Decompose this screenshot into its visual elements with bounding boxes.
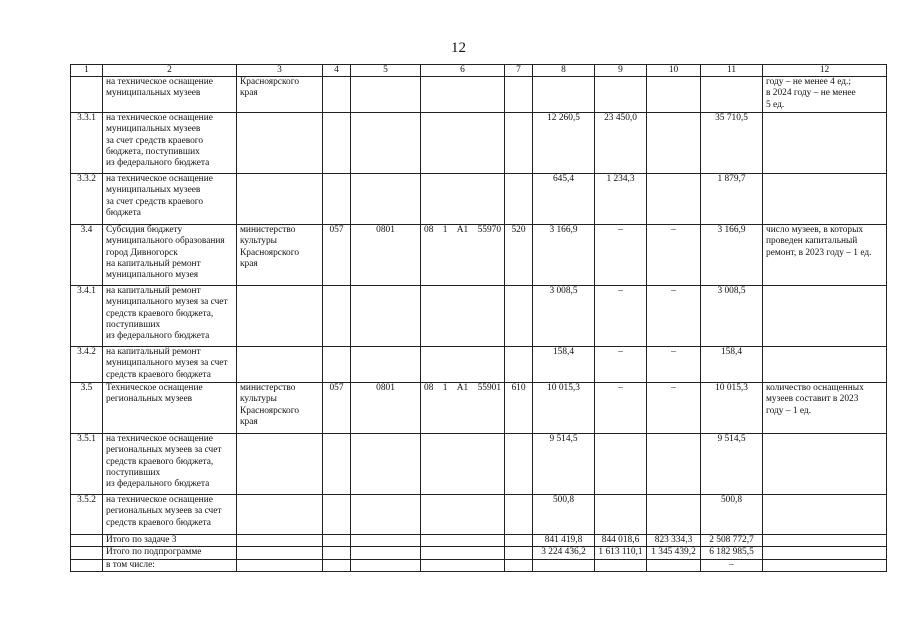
kcsr-part: 55901 xyxy=(477,383,501,394)
row-number-cell xyxy=(71,547,103,559)
amount-2025-cell xyxy=(647,495,701,535)
table-row xyxy=(71,547,887,559)
amount-2023-cell: 9 514,5 xyxy=(533,434,595,495)
amount-total-cell xyxy=(701,77,763,113)
amount-total-cell: 10 015,3 xyxy=(701,383,763,434)
amount-2024-cell: – xyxy=(595,383,647,434)
expected-result-cell: число музеев, в которых проведен капитальный ремонт, в 2023 году – 1 ед. xyxy=(763,225,887,286)
grbs-code-cell xyxy=(323,495,351,535)
row-number-cell xyxy=(71,535,103,547)
kcsr-code-cell xyxy=(421,225,505,286)
table-row xyxy=(71,174,887,225)
amount-2024-cell xyxy=(595,434,647,495)
expected-result-cell xyxy=(763,347,887,383)
executor-cell: Красноярского края xyxy=(237,77,323,113)
row-name-cell: на техническое оснащение региональных музеев за счет средств краевого бюджета xyxy=(103,495,237,535)
amount-2023-cell: 3 008,5 xyxy=(533,286,595,347)
amount-2025-cell: – xyxy=(647,347,701,383)
amount-2024-cell: 23 450,0 xyxy=(595,113,647,174)
amount-2023-cell: 841 419,8 xyxy=(533,535,595,547)
table-row xyxy=(71,535,887,547)
kcsr-code-cell xyxy=(421,495,505,535)
expected-result-cell: году – не менее 4 ед.; в 2024 году – не менее 5 ед. xyxy=(763,77,887,113)
expected-result-cell xyxy=(763,559,887,571)
kcsr-code-cell xyxy=(421,174,505,225)
amount-2025-cell xyxy=(647,113,701,174)
table-row xyxy=(71,383,887,434)
vr-code-cell xyxy=(505,113,533,174)
section-code-cell xyxy=(351,434,421,495)
vr-code-cell: 610 xyxy=(505,383,533,434)
header-cell: 5 xyxy=(351,65,421,77)
vr-code-cell xyxy=(505,547,533,559)
vr-code-cell: 520 xyxy=(505,225,533,286)
amount-2023-cell: 3 166,9 xyxy=(533,225,595,286)
amount-total-cell: 6 182 985,5 xyxy=(701,547,763,559)
table-row xyxy=(71,347,887,383)
amount-total-cell: 35 710,5 xyxy=(701,113,763,174)
executor-cell xyxy=(237,286,323,347)
row-number-cell xyxy=(71,77,103,113)
kcsr-code-cell xyxy=(421,286,505,347)
amount-total-cell: 9 514,5 xyxy=(701,434,763,495)
row-name-cell: в том числе: xyxy=(103,559,237,571)
row-number-cell xyxy=(71,559,103,571)
row-name-cell: на капитальный ремонт муниципального музея за счет средств краевого бюджета xyxy=(103,347,237,383)
amount-2023-cell: 3 224 436,2 xyxy=(533,547,595,559)
expected-result-cell xyxy=(763,113,887,174)
table-row xyxy=(71,286,887,347)
expected-result-cell xyxy=(763,495,887,535)
amount-2023-cell: 12 260,5 xyxy=(533,113,595,174)
amount-2024-cell: – xyxy=(595,347,647,383)
header-cell: 3 xyxy=(237,65,323,77)
row-name-cell: Итого по подпрограмме xyxy=(103,547,237,559)
grbs-code-cell xyxy=(323,559,351,571)
header-cell: 12 xyxy=(763,65,887,77)
table-row xyxy=(71,225,887,286)
amount-2025-cell xyxy=(647,434,701,495)
section-code-cell xyxy=(351,347,421,383)
kcsr-part: 1 xyxy=(442,383,448,394)
kcsr-part: A1 xyxy=(456,225,469,236)
vr-code-cell xyxy=(505,77,533,113)
vr-code-cell xyxy=(505,286,533,347)
grbs-code-cell xyxy=(323,347,351,383)
amount-2025-cell: 1 345 439,2 xyxy=(647,547,701,559)
expected-result-cell xyxy=(763,547,887,559)
section-code-cell xyxy=(351,559,421,571)
header-cell: 8 xyxy=(533,65,595,77)
section-code-cell xyxy=(351,286,421,347)
amount-2024-cell: – xyxy=(595,225,647,286)
grbs-code-cell xyxy=(323,286,351,347)
grbs-code-cell: 057 xyxy=(323,225,351,286)
amount-2024-cell: 1 613 110,1 xyxy=(595,547,647,559)
table-row xyxy=(71,495,887,535)
section-code-cell xyxy=(351,535,421,547)
section-code-cell xyxy=(351,547,421,559)
amount-2025-cell xyxy=(647,559,701,571)
amount-2024-cell xyxy=(595,495,647,535)
executor-cell xyxy=(237,434,323,495)
kcsr-code-cell xyxy=(421,383,505,434)
section-code-cell xyxy=(351,77,421,113)
amount-2025-cell xyxy=(647,77,701,113)
executor-cell: министерство культуры Красноярского края xyxy=(237,225,323,286)
row-number-cell: 3.4.1 xyxy=(71,286,103,347)
vr-code-cell xyxy=(505,174,533,225)
grbs-code-cell xyxy=(323,547,351,559)
budget-table xyxy=(70,64,887,572)
amount-2025-cell: 823 334,3 xyxy=(647,535,701,547)
kcsr-part: 08 xyxy=(424,383,434,394)
section-code-cell: 0801 xyxy=(351,225,421,286)
executor-cell xyxy=(237,113,323,174)
grbs-code-cell xyxy=(323,77,351,113)
row-number-cell: 3.5.2 xyxy=(71,495,103,535)
section-code-cell: 0801 xyxy=(351,383,421,434)
amount-2024-cell: 844 018,6 xyxy=(595,535,647,547)
row-name-cell: на техническое оснащение муниципальных музеев за счет средств краевого бюджета xyxy=(103,174,237,225)
kcsr-code-cell xyxy=(421,559,505,571)
vr-code-cell xyxy=(505,347,533,383)
header-cell: 1 xyxy=(71,65,103,77)
amount-2023-cell xyxy=(533,559,595,571)
executor-cell xyxy=(237,559,323,571)
section-code-cell xyxy=(351,174,421,225)
row-name-cell: на капитальный ремонт муниципального музея за счет средств краевого бюджета, поступивших из федерального бюджета xyxy=(103,286,237,347)
amount-2025-cell: – xyxy=(647,286,701,347)
row-number-cell: 3.4 xyxy=(71,225,103,286)
amount-total-cell: 2 508 772,7 xyxy=(701,535,763,547)
page-number: 12 xyxy=(451,40,466,56)
amount-2023-cell: 500,8 xyxy=(533,495,595,535)
row-name-cell: на техническое оснащение муниципальных музеев xyxy=(103,77,237,113)
grbs-code-cell xyxy=(323,434,351,495)
amount-2025-cell xyxy=(647,174,701,225)
expected-result-cell xyxy=(763,174,887,225)
grbs-code-cell xyxy=(323,174,351,225)
amount-2025-cell: – xyxy=(647,383,701,434)
kcsr-part: 55970 xyxy=(477,225,501,236)
row-name-cell: Итого по задаче 3 xyxy=(103,535,237,547)
amount-2023-cell: 158,4 xyxy=(533,347,595,383)
executor-cell xyxy=(237,174,323,225)
amount-total-cell: 500,8 xyxy=(701,495,763,535)
header-cell: 7 xyxy=(505,65,533,77)
header-cell: 10 xyxy=(647,65,701,77)
amount-total-cell: 3 008,5 xyxy=(701,286,763,347)
header-cell: 11 xyxy=(701,65,763,77)
row-number-cell: 3.5.1 xyxy=(71,434,103,495)
header-cell: 2 xyxy=(103,65,237,77)
amount-2023-cell xyxy=(533,77,595,113)
kcsr-part: A1 xyxy=(456,383,469,394)
kcsr-part: 1 xyxy=(442,225,448,236)
executor-cell xyxy=(237,535,323,547)
vr-code-cell xyxy=(505,495,533,535)
amount-2024-cell: – xyxy=(595,286,647,347)
amount-2023-cell: 645,4 xyxy=(533,174,595,225)
amount-total-cell: 3 166,9 xyxy=(701,225,763,286)
table-row xyxy=(71,77,887,113)
row-name-cell: на техническое оснащение региональных музеев за счет средств краевого бюджета, поступивших из федерального бюджета xyxy=(103,434,237,495)
kcsr-code-cell xyxy=(421,434,505,495)
table-row xyxy=(71,434,887,495)
executor-cell xyxy=(237,495,323,535)
row-number-cell: 3.5 xyxy=(71,383,103,434)
amount-2023-cell: 10 015,3 xyxy=(533,383,595,434)
amount-2024-cell xyxy=(595,77,647,113)
grbs-code-cell xyxy=(323,535,351,547)
table-row xyxy=(71,113,887,174)
kcsr-code-cell xyxy=(421,77,505,113)
row-name-cell: на техническое оснащение муниципальных музеев за счет средств краевого бюджета, поступивших из федерального бюджета xyxy=(103,113,237,174)
row-number-cell: 3.4.2 xyxy=(71,347,103,383)
header-cell: 6 xyxy=(421,65,505,77)
amount-total-cell: 1 879,7 xyxy=(701,174,763,225)
table-row xyxy=(71,559,887,571)
expected-result-cell xyxy=(763,535,887,547)
amount-2024-cell: 1 234,3 xyxy=(595,174,647,225)
kcsr-code-cell xyxy=(421,547,505,559)
expected-result-cell xyxy=(763,286,887,347)
row-name-cell: Субсидия бюджету муниципального образования город Дивногорск на капитальный ремонт муниципального музея xyxy=(103,225,237,286)
header-cell: 4 xyxy=(323,65,351,77)
expected-result-cell: количество оснащенных музеев составит в 2023 году – 1 ед. xyxy=(763,383,887,434)
amount-2024-cell xyxy=(595,559,647,571)
grbs-code-cell: 057 xyxy=(323,383,351,434)
row-name-cell: Техническое оснащение региональных музеев xyxy=(103,383,237,434)
header-cell: 9 xyxy=(595,65,647,77)
header-row xyxy=(71,65,887,77)
vr-code-cell xyxy=(505,559,533,571)
row-number-cell: 3.3.1 xyxy=(71,113,103,174)
row-number-cell: 3.3.2 xyxy=(71,174,103,225)
kcsr-code-cell xyxy=(421,535,505,547)
kcsr-code-cell xyxy=(421,113,505,174)
kcsr-part: 08 xyxy=(424,225,434,236)
grbs-code-cell xyxy=(323,113,351,174)
section-code-cell xyxy=(351,495,421,535)
executor-cell xyxy=(237,547,323,559)
amount-total-cell: 158,4 xyxy=(701,347,763,383)
vr-code-cell xyxy=(505,535,533,547)
vr-code-cell xyxy=(505,434,533,495)
expected-result-cell xyxy=(763,434,887,495)
kcsr-code-cell xyxy=(421,347,505,383)
amount-total-cell: – xyxy=(701,559,763,571)
executor-cell xyxy=(237,347,323,383)
amount-2025-cell: – xyxy=(647,225,701,286)
executor-cell: министерство культуры Красноярского края xyxy=(237,383,323,434)
section-code-cell xyxy=(351,113,421,174)
